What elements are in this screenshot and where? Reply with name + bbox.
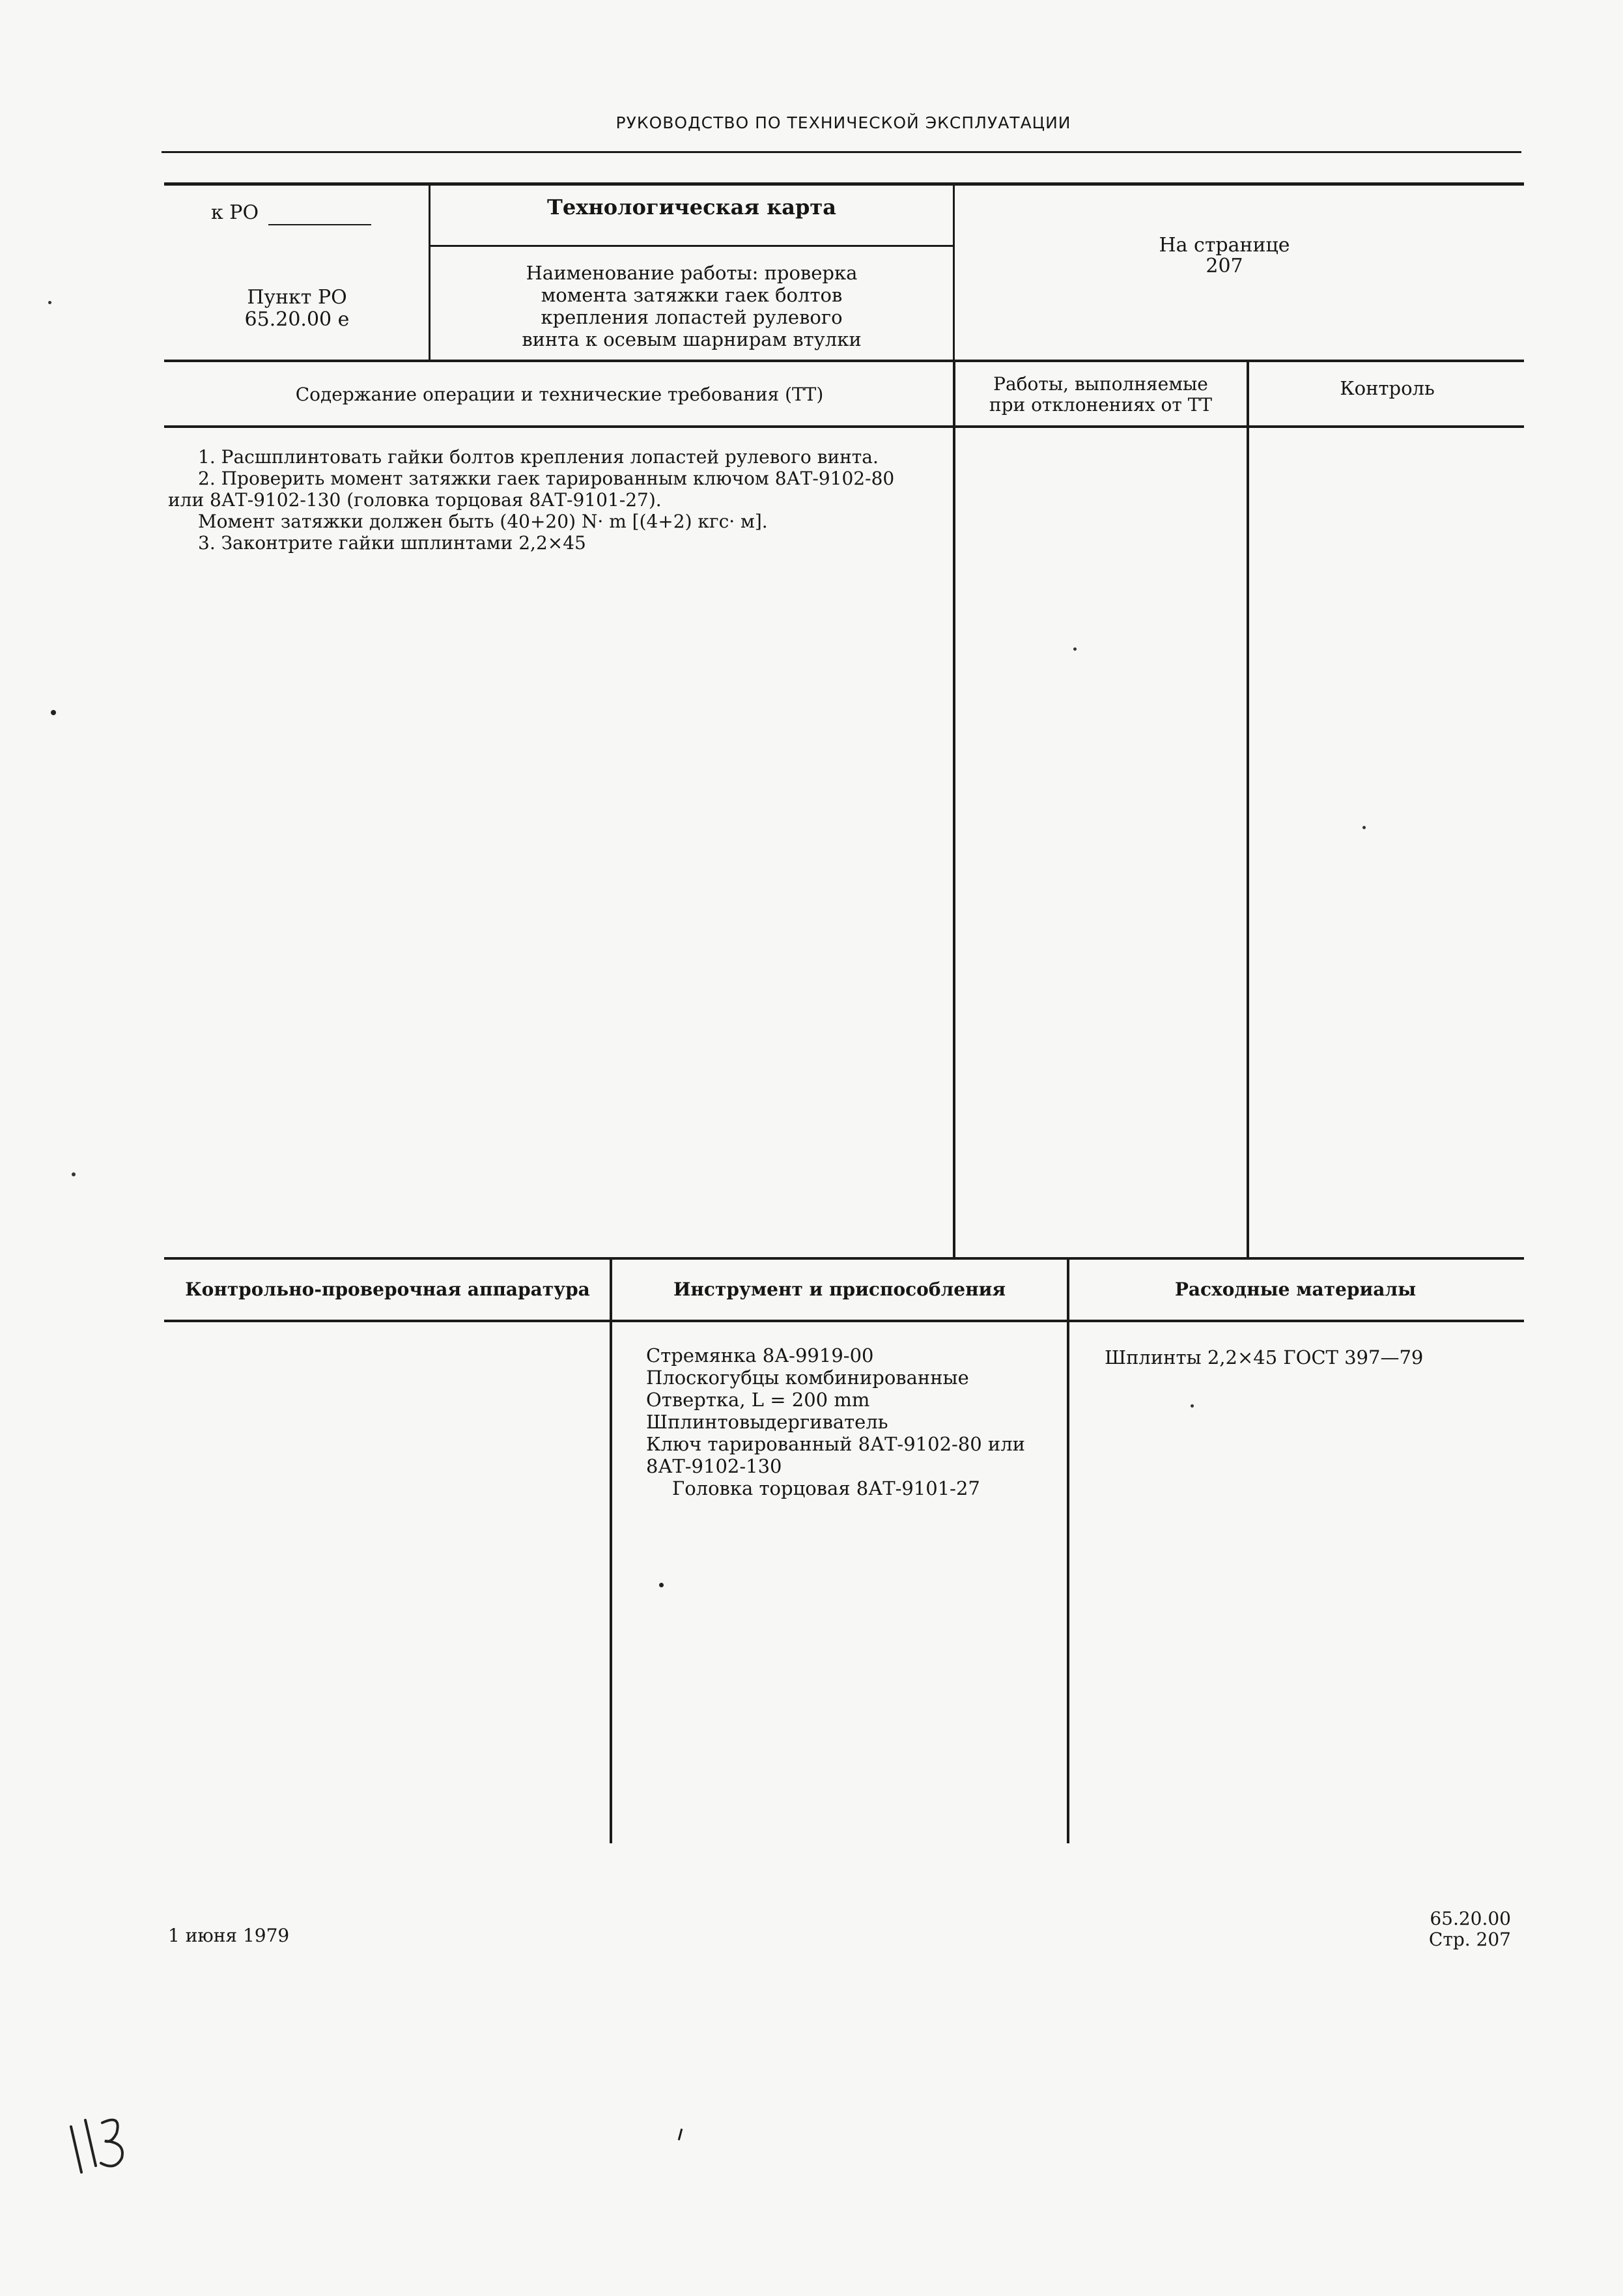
materials-value: Шплинты 2,2×45 ГОСТ 397—79: [1105, 1346, 1424, 1368]
card-mid-rule: [429, 245, 954, 247]
work-name: [431, 262, 952, 350]
work-name-line: винта к осевым шарнирам втулки: [522, 328, 862, 350]
tool-item: Головка торцовая 8АТ-9101-27: [672, 1477, 980, 1499]
col-tools-header: Инструмент и приспособления: [673, 1279, 1006, 1300]
stray-mark: [678, 2129, 683, 2140]
punkt-label: Пункт РО: [247, 286, 347, 309]
scan-speck: [72, 1172, 76, 1176]
operations-text: [168, 446, 950, 554]
work-name-line: Наименование работы: проверка: [526, 262, 858, 284]
card-divider-1: [429, 182, 430, 361]
footer-date: 1 июня 1979: [168, 1925, 290, 1946]
col-apparatus-header: Контрольно-проверочная аппаратура: [185, 1279, 590, 1300]
punkt-value: 65.20.00 е: [244, 308, 350, 331]
header-rule: [162, 151, 1521, 153]
col-materials-header: Расходные материалы: [1174, 1279, 1417, 1300]
ref-label: к РО: [211, 201, 259, 224]
scan-speck: [1191, 1404, 1194, 1408]
footer-page: Стр. 207: [1428, 1929, 1511, 1950]
card-top-border: [164, 182, 1524, 186]
tool-item: Отвертка, L = 200 mm: [646, 1389, 870, 1411]
scan-speck: [51, 710, 56, 715]
tools-list: [646, 1344, 1063, 1499]
ref-underline: [268, 224, 371, 225]
footer-code: 65.20.00: [1430, 1908, 1511, 1929]
card-title: Технологическая карта: [547, 195, 836, 220]
page-number: 207: [1206, 255, 1243, 277]
ops-divider-2: [1247, 360, 1249, 1259]
scan-speck: [659, 1583, 664, 1587]
equip-divider-2: [1067, 1258, 1069, 1843]
col-deviation-line: при отклонениях от ТТ: [989, 394, 1213, 416]
card-divider-2: [953, 182, 955, 361]
col-deviation-header: [956, 374, 1245, 416]
tool-item: Шплинтовыдергиватель: [646, 1411, 888, 1433]
tool-item: Ключ тарированный 8АТ-9102-80 или: [646, 1433, 1026, 1455]
equip-divider-1: [610, 1258, 612, 1843]
page-label: На странице: [1159, 234, 1290, 257]
operation-line: 3. Законтрите гайки шплинтами 2,2×45: [198, 532, 586, 554]
tool-item: Стремянка 8А-9919-00: [646, 1344, 874, 1367]
scan-speck: [1362, 826, 1366, 829]
equip-top-border: [164, 1257, 1524, 1260]
handwritten-page-mark: [62, 2101, 140, 2192]
col-content-header: Содержание операции и технические требования (ТТ): [295, 384, 824, 405]
col-deviation-line: Работы, выполняемые: [993, 373, 1208, 395]
ops-divider-1: [953, 360, 955, 1259]
operation-line: 1. Расшплинтовать гайки болтов крепления лопастей рулевого винта.: [198, 446, 879, 468]
work-name-line: момента затяжки гаек болтов: [541, 284, 843, 306]
tool-item: Плоскогубцы комбинированные: [646, 1367, 969, 1389]
ops-header-rule: [164, 425, 1524, 428]
operation-line: 2. Проверить момент затяжки гаек тарированным ключом 8АТ-9102-80: [198, 468, 895, 489]
work-name-line: крепления лопастей рулевого: [541, 306, 843, 328]
tool-item: 8АТ-9102-130: [646, 1455, 782, 1477]
scan-speck: [1073, 647, 1077, 651]
scan-speck: [48, 301, 51, 304]
document-header: РУКОВОДСТВО ПО ТЕХНИЧЕСКОЙ ЭКСПЛУАТАЦИИ: [615, 113, 1071, 132]
equip-header-rule: [164, 1320, 1524, 1322]
operation-line: или 8АТ-9102-130 (головка торцовая 8АТ-9101-27).: [168, 489, 662, 511]
operation-line: Момент затяжки должен быть (40+20) N· m [(4+2) кгс· м].: [198, 511, 768, 532]
card-bottom-border: [164, 360, 1524, 362]
col-control-header: Контроль: [1340, 377, 1435, 399]
